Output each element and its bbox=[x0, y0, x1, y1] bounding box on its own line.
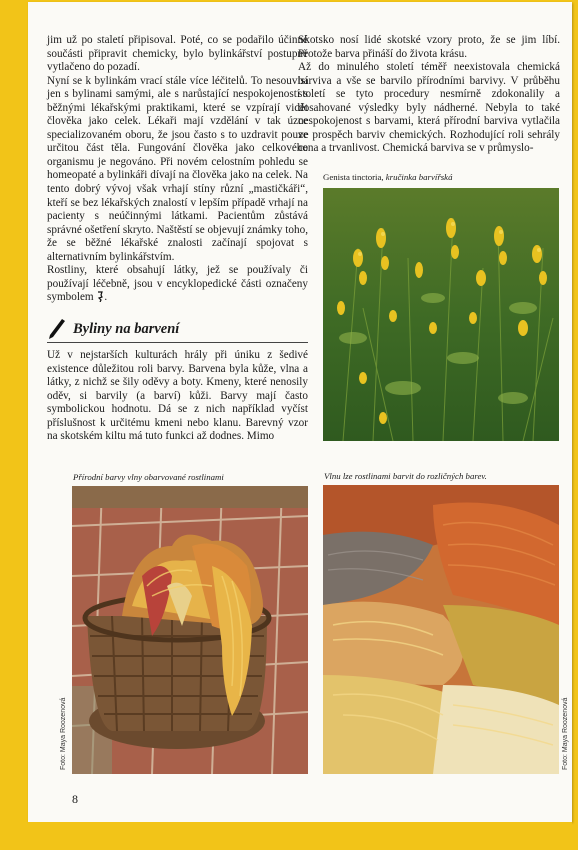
photo-credit-left: Foto: Maya Roozenová bbox=[60, 697, 67, 770]
herb-symbol-icon bbox=[96, 291, 104, 302]
photo-genista bbox=[323, 188, 559, 441]
wool-basket-image bbox=[72, 486, 308, 774]
section-heading-text: Byliny na barvení bbox=[73, 320, 180, 337]
paragraph-text: Rostliny, které obsahují látky, jež se používaly či používají léčebně, jsou v encyklopedické části označeny symbolem bbox=[47, 264, 308, 304]
yellow-border bbox=[28, 822, 572, 850]
dyed-wool-image bbox=[323, 485, 559, 774]
photo-basket bbox=[72, 486, 308, 774]
caption-czech: kručinka barvířská bbox=[385, 172, 453, 182]
paragraph: jim už po staletí připisoval. Poté, co se podařilo účinné součásti připravit chemicky, bylo bylinkářství postupně vytlačeno do pozadí. bbox=[47, 34, 308, 74]
genista-plant-image bbox=[323, 188, 559, 441]
caption-genista bbox=[323, 172, 452, 182]
paragraph: Skotsko nosí lidé skotské vzory proto, že se jim líbí. Protože barva přináší do života krásu. bbox=[298, 34, 560, 60]
paragraph: Nyní se k bylinkám vrací stále více léčitelů. To nesouvisí jen s bylinami samými, ale s narůstající nespokojeností s běžnými lékařskými praktikami, které se vzpírají vidět člověka jako celek. Lékaři mají vzdělání v tak úzce specializovaném oboru, že jsou často s to uzdravit pouze určitou část těla. Fungování člověka jako celkového organismu je negováno. Při novém celostním pohledu se homeopaté a bylinkáři dívají na člověka jako na celek. Na tento dobrý vývoj však vrhají stíny různí „mastičkáři“, kteří se bez lékařských znalostí v lepším případě vrhají na pacienty s neúčinnými látkami. Pacientům zůstává správné ošetření skryto. Naštěstí se objevují známky toho, že se běžné lékařské znalosti začínají spojovat s alternativním bylinkářstvím. bbox=[47, 74, 308, 263]
photo-credit-right: Foto: Maya Roozenová bbox=[562, 697, 569, 770]
caption-latin: Genista tinctoria, bbox=[323, 172, 386, 182]
left-column-bottom bbox=[47, 349, 308, 444]
pen-icon bbox=[47, 318, 67, 340]
paragraph: Rostliny, které obsahují látky, jež se používaly či používají léčebně, jsou v encyklopedické části označeny symbolem . bbox=[47, 264, 308, 304]
paragraph: Až do minulého století téměř neexistovala chemická barviva a vše se barvilo přírodními barvivy. V průběhu století se tyto procedury nesmírně zdokonalily a dosahované výsledky byly nádherné. Nebyla to také nespokojenost s barvami, která přírodní barviva vytlačila ve prospěch barviv chemických. Rozhodující roli sehrály cena a trvanlivost. Chemická barviva se v průmyslo- bbox=[298, 61, 560, 155]
left-column-top bbox=[47, 34, 308, 305]
paragraph: Už v nejstarších kulturách hrály při úniku z šedivé existence důležitou roli barvy. Barvena byla kůže, vlna a látky, z nichž se šily oděvy a boty. Kmeny, které nenosily oděv, si barvily (a barví) kůži. Barvy mají často symbolickou hodnotu. Dá se z nich například vyčíst příslušnost k určitému kmeni nebo klanu. Barevný vzor na skotském kiltu má tuto funkci až dodnes. Mimo bbox=[47, 349, 308, 443]
page-number: 8 bbox=[72, 792, 78, 806]
caption-basket: Přírodní barvy vlny obarvované rostlinami bbox=[73, 472, 224, 482]
section-heading bbox=[47, 316, 308, 343]
photo-wool bbox=[323, 485, 559, 774]
caption-wool: Vlnu lze rostlinami barvit do rozličných barev. bbox=[324, 471, 487, 481]
right-column-top bbox=[298, 34, 560, 156]
